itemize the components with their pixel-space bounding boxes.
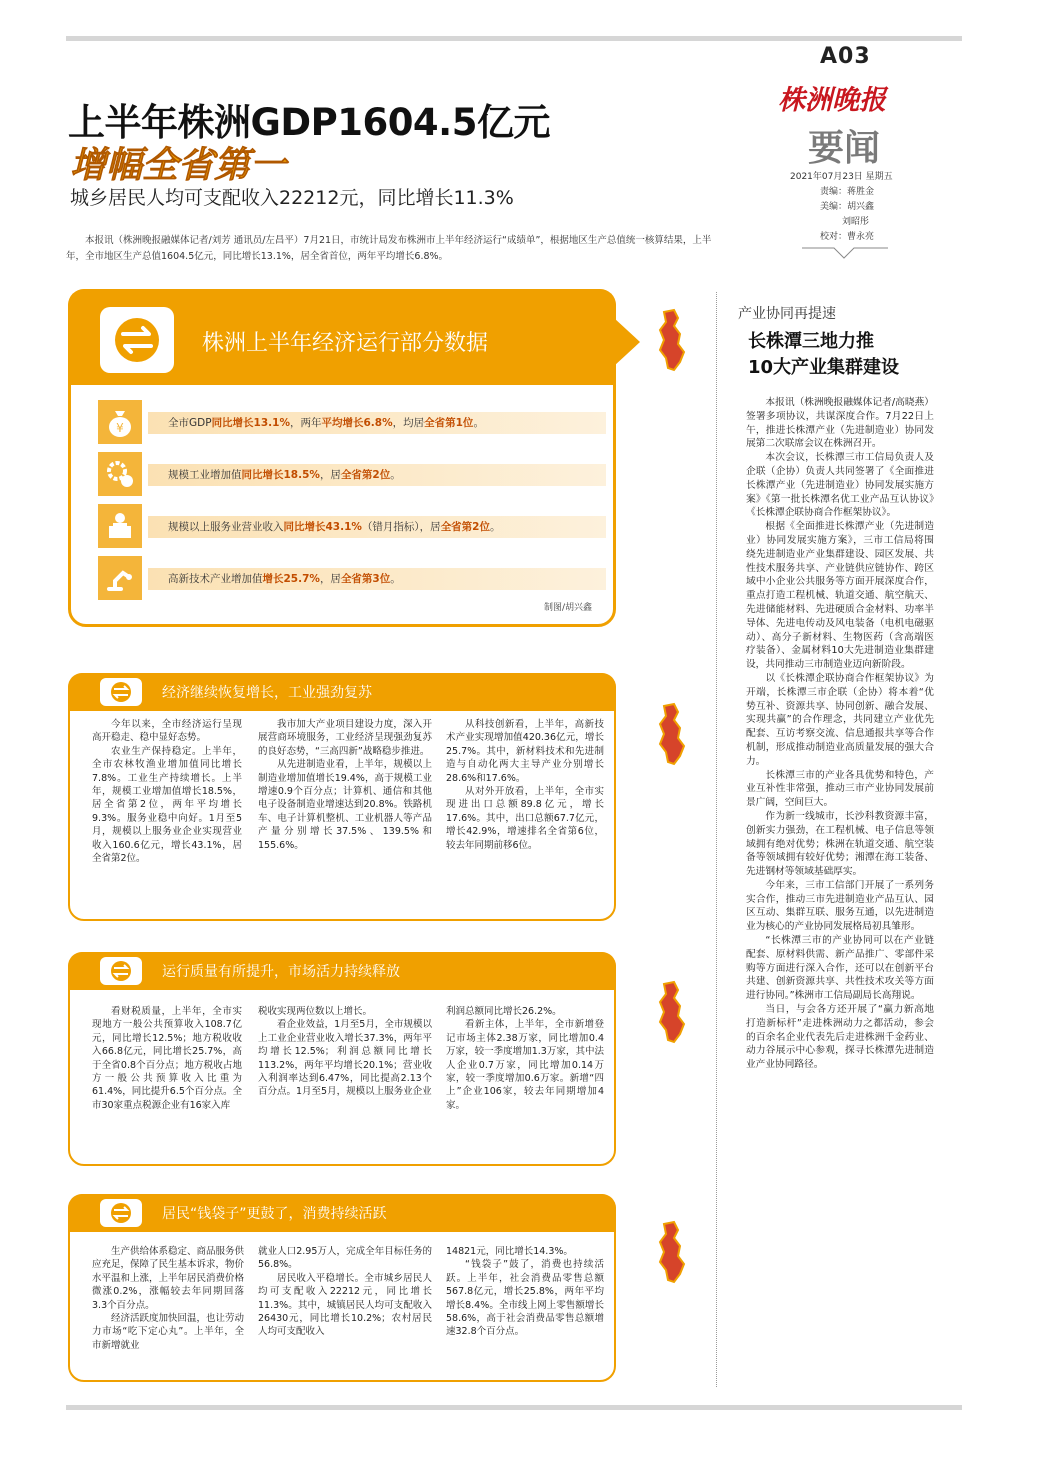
section3-column-1 (92, 1245, 244, 1352)
stat-text (168, 519, 501, 534)
proofreader: 校对：曹永亮 (820, 232, 875, 242)
paragraph: 今年来，三市工信部门开展了一系列务实合作，推动三市先进制造业产品互认、园区互动、集群互联、服务互通，以先进制造业为核心的产业协同发展格局初具雏形。 (746, 879, 934, 933)
stat-connector: ，均居 (392, 417, 425, 429)
paragraph: 今年以来，全市经济运行呈现高开稳走、稳中显好态势。 (92, 719, 242, 744)
paragraph: 就业人口2.95万人，完成全年目标任务的56.8%。 (258, 1246, 432, 1271)
zhuzhou-map-icon (644, 700, 698, 770)
art-editor-2: 刘昭彤 (842, 217, 870, 227)
money-bag-icon (98, 400, 142, 444)
svg-text:¥: ¥ (116, 421, 124, 435)
stat-end: 。 (390, 469, 401, 481)
section1-column-1 (92, 718, 242, 865)
paragraph: 税收实现两位数以上增长。 (258, 1006, 373, 1017)
paragraph: 长株潭三市的产业各具优势和特色，产业互补性非常强，推动三市产业协同发展前景广阔，空间巨大。 (746, 769, 934, 809)
stat-label: 全市GDP (168, 417, 212, 429)
paragraph: “长株潭三市的产业协同可以在产业链配套、原材料供需、新产品推广、零部件采购等方面进行深入合作，还可以在创新平台共建、创新资源共享、共性技术攻关等方面进行协同。”株洲市工信局副局长高翔说。 (746, 935, 934, 1002)
paragraph: 经济活跃度加快回温，也让劳动力市场“吃下定心丸”。上半年，全市新增就业 (92, 1313, 245, 1351)
stats-panel-title: 株洲上半年经济运行部分数据 (202, 331, 489, 356)
headline-highlight: 增幅全省第一 (70, 145, 287, 186)
exchange-arrows-icon (100, 307, 174, 373)
stat-highlight: 同比增长13.1% (211, 417, 290, 429)
stat-highlight: 同比增长18.5% (241, 469, 320, 481)
column-divider (716, 292, 717, 1387)
stat-end: 。 (473, 417, 484, 429)
subheadline: 城乡居民人均可支配收入22212元，同比增长11.3% (70, 187, 514, 209)
section2-column-3 (446, 1005, 604, 1112)
paragraph: 作为新一线城市，长沙科教资源丰富，创新实力强劲，在工程机械、电子信息等领域拥有绝对优势；株洲在轨道交通、航空装备等领域拥有较好优势；湘潭在海工装备、先进钢材等领域基础厚实。 (746, 810, 934, 878)
stat-end: 。 (390, 573, 401, 585)
paragraph: 以《长株潭企联协商合作框架协议》为开端，长株潭三市企联（企协）将本着“优势互补、资源共享、协同创新、融合发展、实现共赢”的合作理念，共同建立产业优先配套、互访考察交流、信息通报共享等合作机制，形成推动制造业高质量发展的强大合力。 (746, 672, 934, 767)
zhuzhou-map-icon (644, 978, 698, 1048)
stat-connector: （错月指标），居 (361, 521, 441, 533)
paragraph: 生产供给体系稳定、商品服务供应充足，保障了民生基本诉求，物价水平温和上涨，上半年居民消费价格微涨0.2%，涨幅较去年同期回落3.3个百分点。 (92, 1246, 245, 1311)
section3-column-2 (258, 1245, 432, 1339)
zhuzhou-map-icon (644, 1218, 698, 1288)
bottom-rule (66, 1405, 962, 1410)
stat-label: 规模工业增加值 (168, 469, 242, 481)
section-title-2: 运行质量有所提升，市场活力持续释放 (162, 964, 400, 980)
exchange-arrows-icon (100, 957, 142, 985)
top-rule (66, 36, 962, 41)
paragraph: 利润总额同比增长26.2%。 (446, 1006, 562, 1017)
stat-row-industry (98, 452, 608, 496)
stat-row-gdp (98, 400, 608, 444)
gear-robot-icon (98, 452, 142, 496)
stat-highlight: 全省第2位 (440, 521, 490, 533)
section-title-1: 经济继续恢复增长，工业强劲复苏 (162, 685, 372, 701)
stat-row-hightech (98, 556, 608, 600)
paragraph: 看新主体，上半年，全市新增登记市场主体2.38万家，同比增加0.4万家，较一季度增加1.3万家，其中法人企业0.7万家，同比增加0.14万家，较一季度增加0.6万家。新增“四上”企业106家，较去年同期增加4家。 (446, 1019, 604, 1111)
paragraph: 看财税质量，上半年，全市实现地方一般公共预算收入108.7亿元，同比增长12.5%；地方税收收入66.8亿元，同比增长25.7%，高于全省0.8个百分点；地方税收占地方一般公共预算收入比重为61.4%，同比提升6.5个百分点。全市30家重点税源企业有16家入库 (92, 1006, 242, 1111)
sidebar-title-line-1: 长株潭三地力推 (748, 331, 874, 352)
art-editor: 美编：胡兴鑫 (820, 202, 875, 212)
headline: 上半年株洲GDP1604.5亿元 (68, 101, 550, 144)
chevron-divider (800, 246, 890, 262)
editor-info (790, 170, 893, 245)
sidebar-kicker: 产业协同再提速 (738, 306, 836, 322)
stat-text (168, 467, 401, 482)
zhuzhou-map-icon (644, 306, 698, 376)
stat-end: 。 (490, 521, 501, 533)
paragraph: 我市加大产业项目建设力度，深入开展营商环境服务，工业经济呈现强劲复苏的良好态势，“三高四新”战略稳步推进。 (258, 719, 432, 757)
stat-label: 高新技术产业增加值 (168, 573, 263, 585)
exchange-arrows-icon (100, 1199, 142, 1227)
editor: 责编：蒋胜金 (820, 187, 875, 197)
paragraph: 14821元，同比增长14.3%。 (446, 1246, 573, 1257)
page-number: A03 (820, 44, 871, 69)
stat-text (168, 571, 401, 586)
section1-column-3 (446, 718, 604, 852)
paragraph: 从对外开放看，上半年，全市实现进出口总额89.8亿元，增长17.6%。其中，出口总额67.7亿元，增长42.9%，增速排名全省第6位，较去年同期前移6位。 (446, 786, 604, 851)
stat-highlight: 全省第2位 (340, 469, 391, 481)
pointer-triangle (616, 980, 636, 1016)
graphic-credit: 制图/胡兴鑫 (544, 603, 593, 613)
pointer-triangle (616, 1222, 636, 1258)
stat-label: 规模以上服务业营业收入 (168, 521, 284, 533)
paragraph: 居民收入平稳增长。全市城乡居民人均可支配收入22212元，同比增长11.3%。其中，城镇居民人均可支配收入26430元，同比增长10.2%；农村居民人均可支配收入 (258, 1272, 432, 1338)
pointer-triangle (616, 702, 636, 738)
stat-connector: ，居 (319, 469, 341, 481)
sidebar-body (746, 396, 934, 1072)
stat-highlight: 同比增长43.1% (283, 521, 362, 533)
stat-highlight: 全省第1位 (424, 417, 474, 429)
stat-row-service (98, 504, 608, 548)
paragraph: 根据《全面推进长株潭产业（先进制造业）协同发展实施方案》，三市工信局将围绕先进制造业产业集群建设、园区发展、共性技术服务共享、产业链供应链协作、跨区域中小企业公共服务等方面开展深度合作，重点打造工程机械、轨道交通、航空航天、先进储能材料、先进硬质合金材料、功率半导体、先进电传动及风电装备（电机电磁驱动）、高分子新材料、生物医药（含高端医疗装备）、金属材料10大先进制造业集群建设，共同推动三市制造业迈向新阶段。 (746, 521, 934, 671)
paragraph: 从先进制造业看，上半年，规模以上制造业增加值增长19.4%，高于规模工业增速0.9个百分点；计算机、通信和其他电子设备制造业增速达到20.8%。铁路机车、电子计算机整机、工业机器人等产品产量分别增长37.5%、139.5%和155.6%。 (258, 759, 432, 851)
pointer-triangle (614, 318, 640, 366)
paragraph: 看企业效益，1月至5月，全市规模以上工业企业营业收入增长37.3%，两年平均增长12.5%；利润总额同比增长113.2%，两年平均增长20.1%；营业收入利润率达到6.47%，同比提高2.13个百分点。1月至5月，规模以上服务业企业 (258, 1019, 432, 1098)
stat-connector: ，两年 (290, 417, 322, 429)
exchange-arrows-icon (100, 678, 142, 706)
paragraph: 本报讯（株洲晚报融媒体记者/高晓燕）签署多项协议，共谋深度合作。7月22日上午，推进长株潭产业（先进制造业）协同发展第二次联席会议在株洲召开。 (746, 397, 934, 450)
section3-column-3 (446, 1245, 604, 1339)
lede-paragraph: 本报讯（株洲晚报融媒体记者/刘芳 通讯员/左昌平）7月21日，市统计局发布株洲市上半年经济运行“成绩单”，根据地区生产总值统一核算结果，上半年，全市地区生产总值1604.5亿元，同比增长13.1%，居全省首位，两年平均增长6.8%。 (66, 235, 712, 262)
newspaper-logo: 株洲晚报 (778, 85, 886, 116)
stat-highlight: 增长25.7% (262, 573, 320, 585)
issue-date: 2021年07月23日 星期五 (790, 172, 893, 182)
paragraph: 从科技创新看，上半年，高新技术产业实现增加值420.36亿元，增长25.7%。其中，新材料技术和先进制造与自动化两大主导产业分别增长28.6%和17.6%。 (446, 719, 604, 784)
stat-connector: ，居 (319, 573, 341, 585)
stat-text (168, 415, 484, 430)
section2-column-2 (258, 1005, 432, 1099)
sidebar-title-line-2: 10大产业集群建设 (748, 357, 900, 378)
paragraph: 当日，与会各方还开展了“赢力新高地 打造新标杆”走进株洲动力之都活动，参会的百余名企业代表先后走进株洲千金药业、动力谷展示中心参观，探寻长株潭先进制造业产业协同路径。 (746, 1004, 934, 1071)
paragraph: “钱袋子”鼓了，消费也持续活跃。上半年，社会消费品零售总额567.8亿元，增长25.8%，两年平均增长8.4%。全市线上网上零售额增长58.6%，高于社会消费品零售总额增速32.8个百分点。 (446, 1259, 604, 1338)
section1-column-2 (258, 718, 432, 852)
stat-highlight: 全省第3位 (340, 573, 391, 585)
paragraph: 本次会议，长株潭三市工信局负责人及企联（企协）负责人共同签署了《全面推进长株潭产业（先进制造业）协同发展实施方案》《第一批长株潭名优工业产品互认协议》《长株潭企联协商合作框架协议》。 (746, 452, 934, 519)
section-name: 要闻 (808, 127, 881, 169)
section-title-3: 居民“钱袋子”更鼓了，消费持续活跃 (162, 1206, 387, 1222)
service-desk-icon (98, 504, 142, 548)
section2-column-1 (92, 1005, 242, 1112)
stat-highlight: 平均增长6.8% (321, 417, 393, 429)
robot-arm-icon (98, 556, 142, 600)
paragraph: 农业生产保持稳定。上半年，全市农林牧渔业增加值同比增长7.8%。工业生产持续增长。上半年，规模工业增加值增长18.5%，居全省第2位，两年平均增长9.3%。服务业稳中向好。1月至5月，规模以上服务业企业实现营业收入160.6亿元，增长43.1%，居全省第2位。 (92, 745, 242, 865)
